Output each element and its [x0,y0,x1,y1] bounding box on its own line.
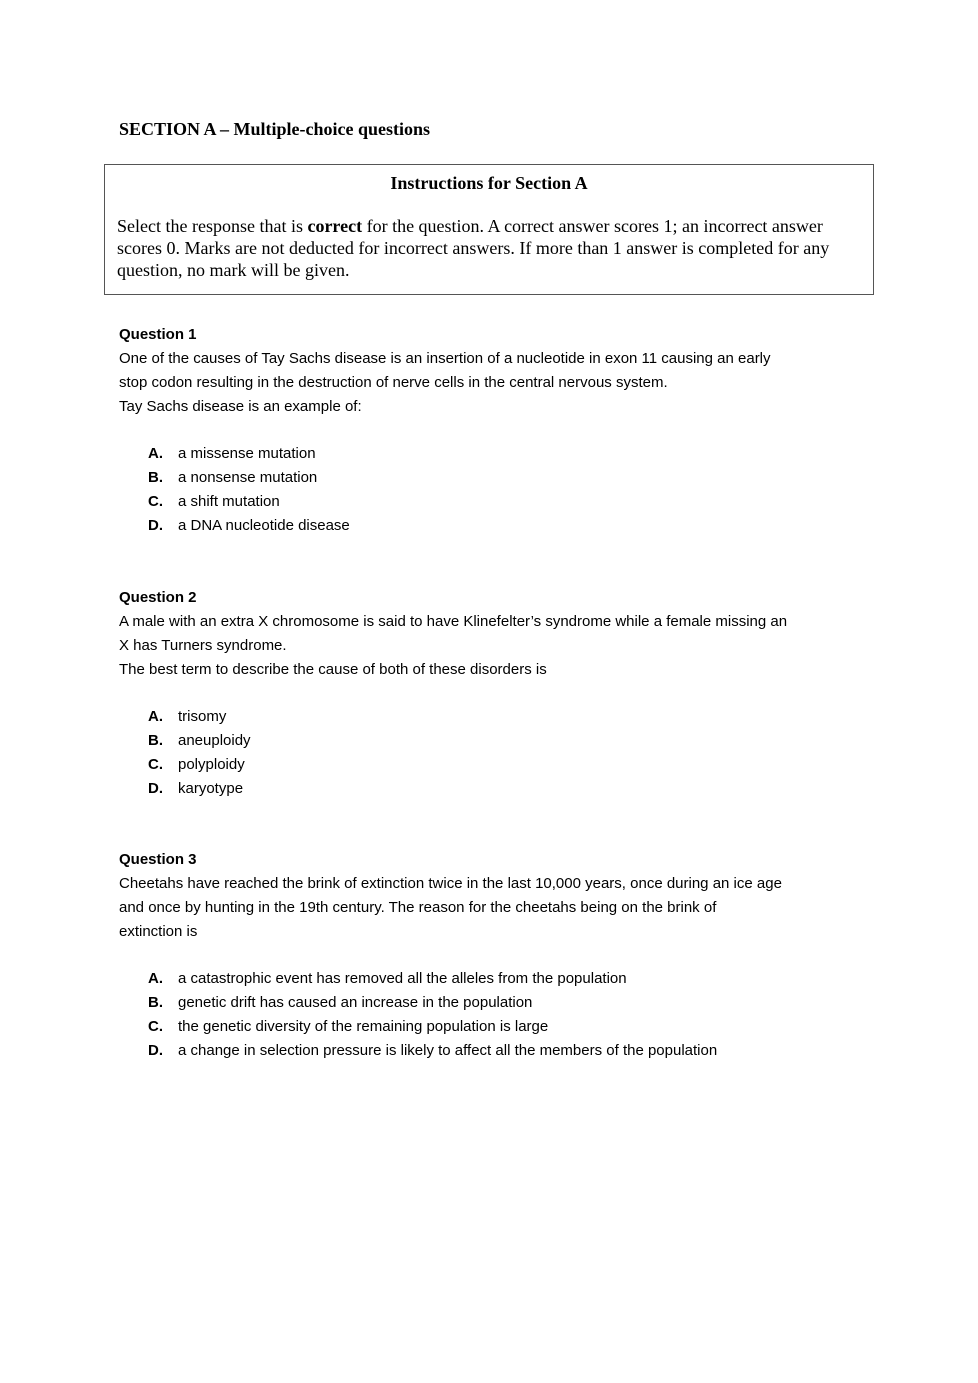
instructions-text-before: Select the response that is [117,216,308,236]
question-text-line: extinction is [119,923,198,940]
question-title: Question 1 [119,326,197,343]
option-letter: D. [148,780,163,797]
option-text: trisomy [178,708,227,725]
instructions-box [104,164,874,295]
options-list [148,967,782,1063]
option-d[interactable] [148,1039,782,1063]
question-text-line: Tay Sachs disease is an example of: [119,398,362,415]
question-text-line: A male with an extra X chromosome is said to have Klinefelter’s syndrome while a female missing an [119,613,788,630]
option-text: aneuploidy [178,732,251,749]
option-text: a shift mutation [178,493,280,510]
instructions-title: Instructions for Section A [390,173,588,193]
option-a[interactable] [148,442,771,466]
question-text-line: X has Turners syndrome. [119,637,287,654]
option-c[interactable] [148,753,787,777]
option-d[interactable] [148,514,771,538]
option-b[interactable] [148,729,787,753]
option-a[interactable] [148,705,787,729]
option-letter: C. [148,1018,163,1035]
option-letter: C. [148,493,163,510]
option-text: karyotype [178,780,244,797]
option-letter: B. [148,994,163,1011]
question-text-line: The best term to describe the cause of both of these disorders is [119,661,547,678]
instructions-text [117,215,863,281]
options-list [148,442,771,538]
instructions-text-after: for the question. A correct answer scores 1; an incorrect answer scores 0. Marks are not deducted for incorrect answers. If more than 1 answer is completed for any question, no mark will be given. [117,216,830,280]
question-text-line: One of the causes of Tay Sachs disease is an insertion of a nucleotide in exon 11 causing an early [119,350,771,367]
option-letter: D. [148,517,163,534]
option-b[interactable] [148,991,782,1015]
question-1 [119,323,771,538]
instructions-text-bold: correct [307,216,363,236]
question-title: Question 2 [119,589,197,606]
option-text: the genetic diversity of the remaining population is large [178,1018,549,1035]
option-text: a missense mutation [178,445,316,462]
option-text: a nonsense mutation [178,469,318,486]
options-list [148,705,787,801]
option-a[interactable] [148,967,782,991]
option-letter: A. [148,970,163,987]
option-letter: C. [148,756,163,773]
option-c[interactable] [148,1015,782,1039]
option-letter: D. [148,1042,163,1059]
question-text-line: and once by hunting in the 19th century. The reason for the cheetahs being on the brink of [119,899,717,916]
section-title: SECTION A – Multiple-choice questions [119,119,431,139]
option-text: a catastrophic event has removed all the alleles from the population [178,970,627,987]
option-letter: B. [148,469,163,486]
option-text: a change in selection pressure is likely to affect all the members of the population [178,1042,718,1059]
option-c[interactable] [148,490,771,514]
question-2 [119,586,787,801]
question-title: Question 3 [119,851,197,868]
option-letter: B. [148,732,163,749]
question-3 [119,848,782,1063]
option-letter: A. [148,445,163,462]
option-d[interactable] [148,777,787,801]
option-text: polyploidy [178,756,245,773]
question-text-line: stop codon resulting in the destruction of nerve cells in the central nervous system. [119,374,668,391]
option-text: genetic drift has caused an increase in the population [178,994,533,1011]
option-text: a DNA nucleotide disease [178,517,350,534]
option-b[interactable] [148,466,771,490]
question-text-line: Cheetahs have reached the brink of extinction twice in the last 10,000 years, once during an ice age [119,875,782,892]
option-letter: A. [148,708,163,725]
